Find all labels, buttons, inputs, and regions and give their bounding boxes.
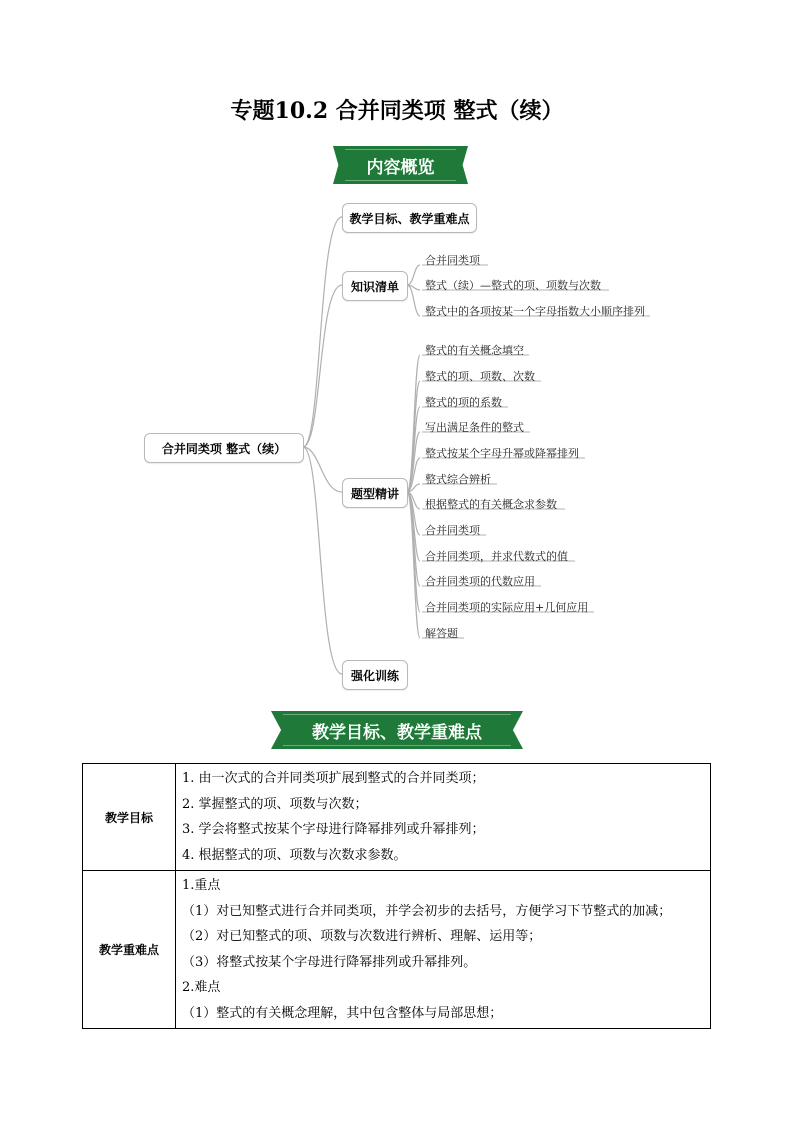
goals-content	[176, 764, 711, 871]
question-type-item: 合并同类项的代数应用	[425, 575, 535, 588]
mindmap-root: 合并同类项 整式（续）	[144, 433, 304, 463]
question-type-item: 解答题	[425, 627, 458, 640]
key-point-line: （3）将整式按某个字母进行降幂排列或升幂排列。	[182, 954, 477, 970]
key-point-line: （1）对已知整式进行合并同类项，并学会初步的去括号，方便学习下节整式的加减；	[182, 903, 672, 919]
goals-table	[82, 763, 711, 1029]
goal-line: 2. 掌握整式的项、项数与次数；	[182, 796, 368, 812]
key-point-line: （2）对已知整式的项、项数与次数进行辨析、理解、运用等；	[182, 929, 542, 944]
question-type-item: 合并同类项	[425, 524, 480, 537]
branch-knowledge: 知识清单	[342, 271, 408, 301]
question-type-item: 整式的项的系数	[425, 396, 502, 409]
goals-banner-label: 教学目标、教学重难点	[312, 722, 482, 743]
key-points-content	[176, 871, 711, 1029]
goals-header: 教学目标	[83, 764, 176, 871]
branch-training: 强化训练	[342, 660, 408, 690]
knowledge-item: 整式（续）—整式的项、项数与次数	[425, 279, 601, 292]
question-type-item: 整式的项、项数、次数	[425, 370, 535, 383]
question-type-item: 整式的有关概念填空	[425, 344, 524, 357]
branch-question-types: 题型精讲	[342, 478, 408, 508]
goal-line: 4. 根据整式的项、项数与次数求参数。	[182, 847, 407, 863]
question-type-item: 整式按某个字母升幂或降幂排列	[425, 447, 579, 460]
table-row	[83, 871, 711, 1029]
goals-banner	[271, 711, 523, 749]
key-point-line: 2.难点	[182, 980, 221, 995]
question-type-item: 合并同类项，并求代数式的值	[425, 550, 568, 563]
key-points-header: 教学重难点	[83, 871, 176, 1029]
knowledge-item: 整式中的各项按某一个字母指数大小顺序排列	[425, 305, 645, 318]
branch-goals: 教学目标、教学重难点	[342, 203, 477, 233]
key-point-line: 1.重点	[182, 878, 221, 893]
goal-line: 1. 由一次式的合并同类项扩展到整式的合并同类项；	[182, 771, 485, 786]
overview-banner-label: 内容概览	[366, 157, 435, 178]
question-type-item: 合并同类项的实际应用+几何应用	[425, 601, 589, 614]
key-point-line: （1）整式的有关概念理解，其中包含整体与局部思想；	[182, 1005, 503, 1021]
knowledge-item: 合并同类项	[425, 254, 480, 267]
question-type-item: 写出满足条件的整式	[425, 421, 524, 434]
question-type-item: 根据整式的有关概念求参数	[425, 498, 557, 511]
page-title: 专题10.2 合并同类项 整式（续）	[230, 98, 564, 124]
goal-line: 3. 学会将整式按某个字母进行降幂排列或升幂排列；	[182, 822, 485, 837]
table-row	[83, 764, 711, 871]
question-type-item: 整式综合辨析	[425, 473, 491, 486]
